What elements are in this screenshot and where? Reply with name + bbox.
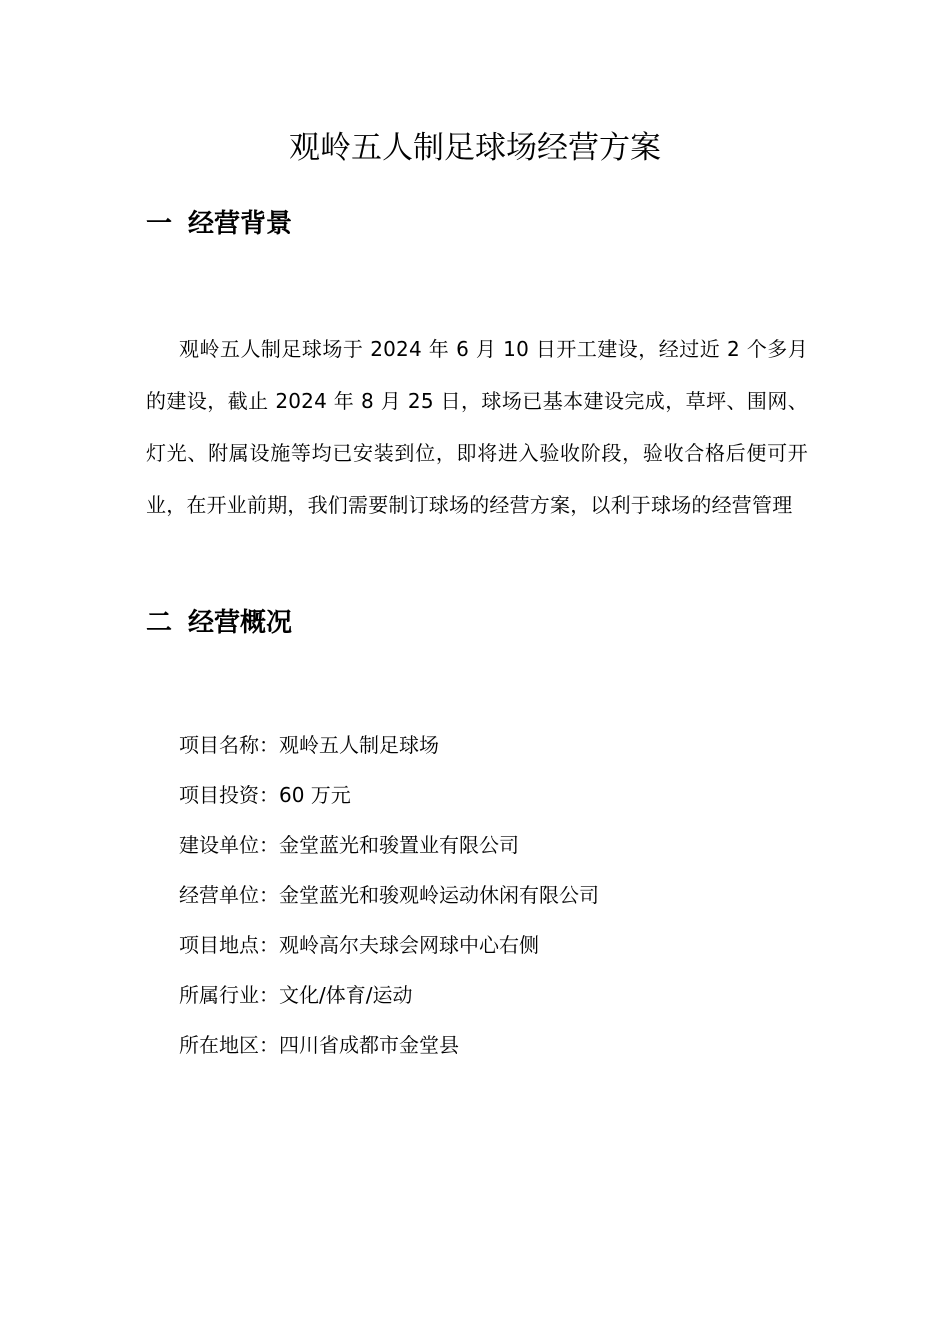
overview-item-project-name: 项目名称：观岭五人制足球场	[179, 733, 439, 757]
overview-item-builder: 建设单位：金堂蓝光和骏置业有限公司	[179, 833, 519, 857]
background-paragraph: 观岭五人制足球场于 2024 年 6 月 10 日开工建设，经过近 2 个多月的建设，截止 2024 年 8 月 25 日，球场已基本建设完成，草坪、围网、灯光、附属设施等均已安装到位，即将进入验收阶段，验收合格后便可开业，在开业前期，我们需要制订球场的经营方案，以利于球场的经营管理	[146, 337, 808, 517]
overview-item-operator: 经营单位：金堂蓝光和骏观岭运动休闲有限公司	[179, 883, 599, 907]
overview-item-industry: 所属行业：文化/体育/运动	[179, 983, 413, 1007]
section-number: 一	[146, 209, 173, 239]
section-heading-overview	[146, 603, 292, 643]
section-heading-background	[146, 204, 292, 244]
section-number: 二	[146, 608, 173, 638]
overview-item-location: 项目地点：观岭高尔夫球会网球中心右侧	[179, 933, 539, 957]
section-title: 经营概况	[188, 608, 293, 638]
document-title: 观岭五人制足球场经营方案	[289, 130, 661, 166]
overview-list	[179, 720, 599, 1070]
overview-item-investment: 项目投资：60 万元	[179, 783, 351, 807]
section-title: 经营背景	[188, 209, 293, 239]
overview-item-region: 所在地区：四川省成都市金堂县	[179, 1033, 459, 1057]
